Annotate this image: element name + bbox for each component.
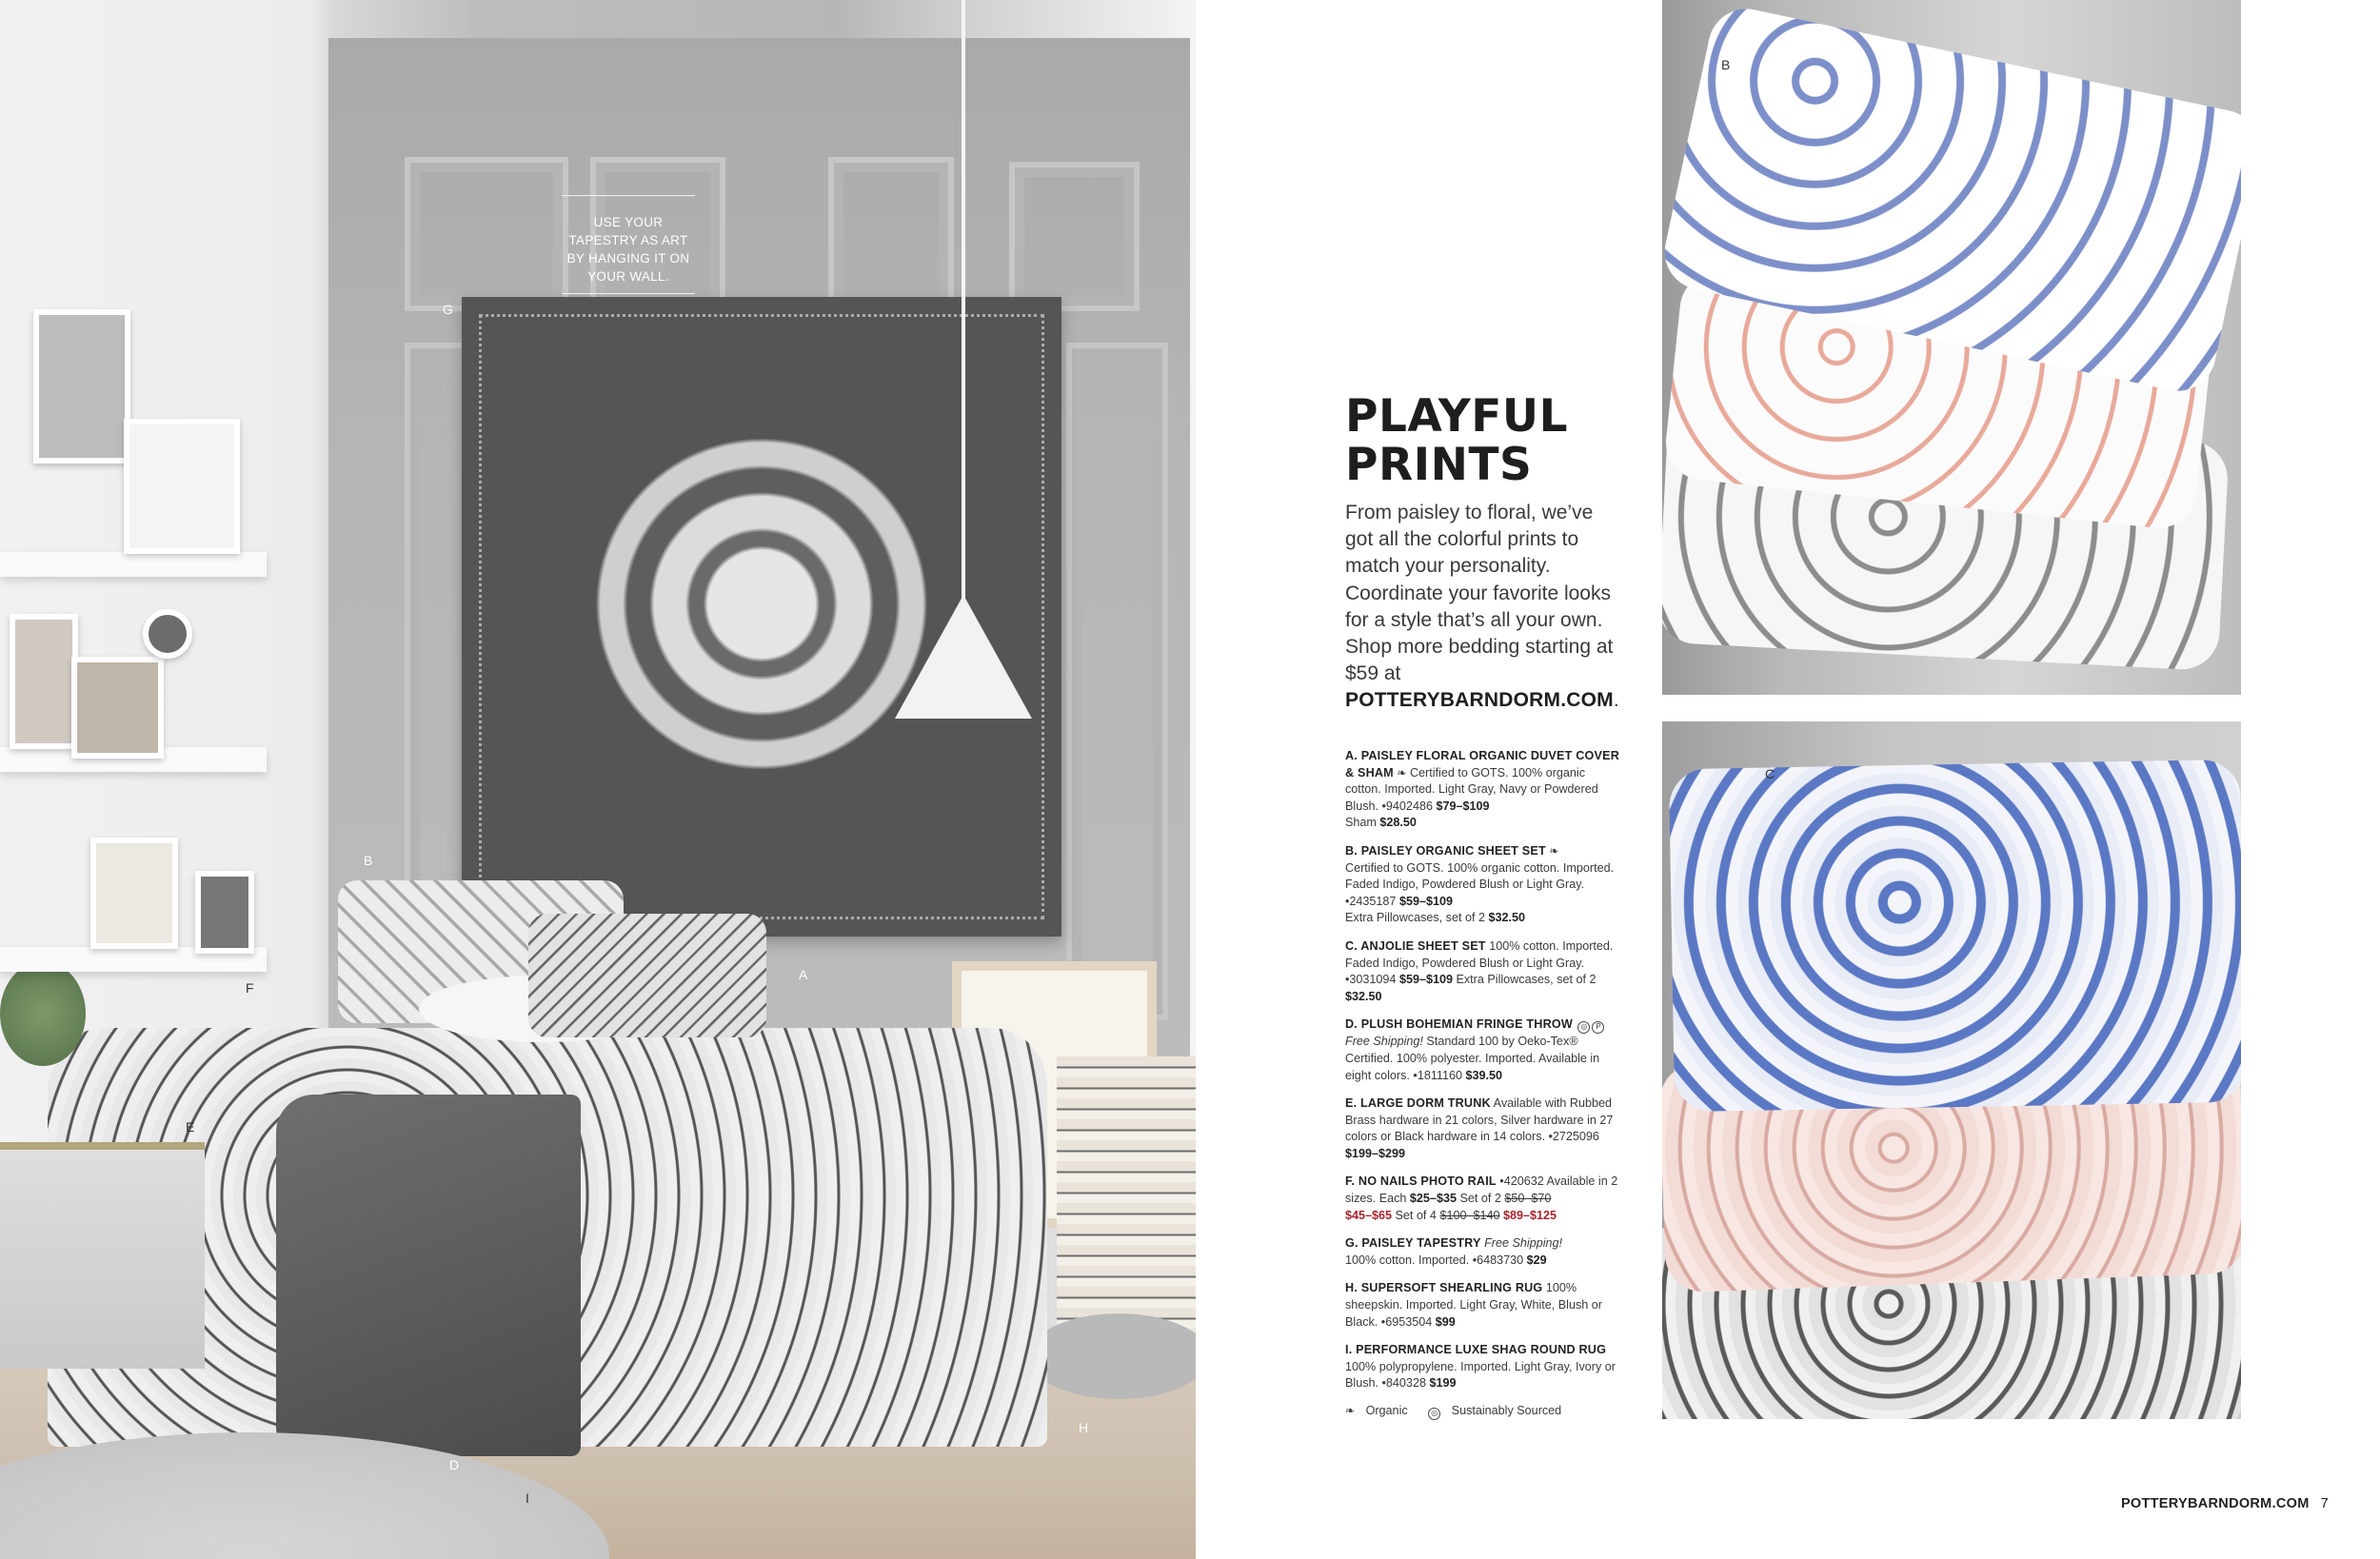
product-desc: Available in 2 sizes. <box>1345 1174 1618 1206</box>
pillow <box>528 914 766 1037</box>
set-of-2-was-price: $50–$70 <box>1504 1192 1552 1206</box>
intro-body: From paisley to floral, we’ve got all the colorful prints to match your personality. Coordinate your favorite looks for a style that’s all your own. Shop more bedding starting at $59 at <box>1345 502 1614 685</box>
product-sku: •3031094 <box>1345 973 1397 987</box>
product-name: D. PLUSH BOHEMIAN FRINGE THROW <box>1345 1017 1573 1032</box>
headline-line: PLAYFUL <box>1345 390 1569 443</box>
free-shipping: Free Shipping! <box>1484 1236 1563 1251</box>
globe-icon: ◎ <box>1428 1408 1440 1420</box>
product-name: B. PAISLEY ORGANIC SHEET SET <box>1345 843 1546 858</box>
product-sku: •2725096 <box>1548 1130 1599 1144</box>
product-desc: Certified to GOTS. 100% organic cotton. Imported. Faded Indigo, Powdered Blush or Light Gray. <box>1345 860 1615 892</box>
product-name: H. SUPERSOFT SHEARLING RUG <box>1345 1281 1543 1295</box>
product-price: $199–$299 <box>1345 1146 1406 1160</box>
headphones <box>143 609 192 659</box>
photo-rail <box>0 552 267 577</box>
magazine-stack <box>1057 1056 1196 1332</box>
set-of-4-sale-price: $89–$125 <box>1503 1208 1557 1222</box>
each-price: $25–$35 <box>1409 1192 1457 1206</box>
photo-tag-e: E <box>186 1119 195 1135</box>
product-g <box>1345 1235 1621 1269</box>
product-desc: 100% cotton. Imported. <box>1345 1253 1470 1267</box>
free-shipping: Free Shipping! <box>1345 1035 1423 1049</box>
product-price: $79–$109 <box>1436 799 1490 813</box>
product-f <box>1345 1174 1621 1224</box>
photo-tag-h: H <box>1079 1420 1089 1435</box>
product-name: C. ANJOLIE SHEET SET <box>1345 938 1486 953</box>
shearling-rug <box>1028 1313 1196 1399</box>
product-name: F. NO NAILS PHOTO RAIL <box>1345 1174 1497 1189</box>
wall-molding <box>828 157 954 311</box>
product-extra-price: $32.50 <box>1488 911 1526 925</box>
product-name: I. PERFORMANCE LUXE SHAG ROUND RUG <box>1345 1343 1607 1357</box>
pendant-lamp <box>895 595 1032 719</box>
framed-photo <box>90 838 178 949</box>
product-desc: Available with Rubbed Brass hardware in 21 colors, Silver hardware in 27 colors or Black hardware in 14 colors. <box>1345 1096 1614 1144</box>
product-sku: •9402486 <box>1381 799 1433 813</box>
framed-photo <box>71 657 164 759</box>
photo-tag-d: D <box>449 1457 460 1472</box>
product-price: $39.50 <box>1465 1068 1503 1082</box>
product-sku: •6483730 <box>1472 1253 1524 1267</box>
set-of-2-sale-price: $45–$65 <box>1345 1208 1393 1222</box>
product-a <box>1345 748 1621 832</box>
product-extra-price: $32.50 <box>1345 989 1382 1003</box>
symbol-legend <box>1345 1404 1577 1420</box>
photo-tag-c: C <box>1765 766 1775 781</box>
intro-end: . <box>1613 689 1619 712</box>
intro-paragraph <box>1345 500 1621 715</box>
product-desc: 100% polypropylene. Imported. Light Gray, Ivory or Blush. <box>1345 1359 1616 1391</box>
page-folio <box>2121 1496 2329 1511</box>
product-sku: •420632 <box>1499 1174 1544 1189</box>
dorm-trunk <box>0 1142 205 1369</box>
product-i <box>1345 1342 1621 1392</box>
photo-callout: USE YOUR TAPESTRY AS ART BY HANGING IT ON YOUR WALL. <box>562 195 695 294</box>
photo-tag-f: F <box>246 980 254 996</box>
framed-photo <box>33 309 130 464</box>
legend-organic-label: Organic <box>1365 1404 1408 1417</box>
page-number: 7 <box>2320 1496 2329 1511</box>
product-desc: Certified to GOTS. 100% organic cotton. Imported. Light Gray, Navy or Powdered Blush. <box>1345 765 1598 813</box>
intro-website[interactable]: POTTERYBARNDORM.COM <box>1345 689 1614 712</box>
product-sku: •1811160 <box>1413 1068 1462 1082</box>
product-sku: •6953504 <box>1380 1314 1433 1329</box>
set-of-4-label: Set of 4 <box>1395 1208 1437 1222</box>
set-of-2-label: Set of 2 <box>1459 1192 1501 1206</box>
fringe-throw <box>276 1095 581 1456</box>
framed-photo <box>124 419 240 554</box>
leaf-icon: ❧ <box>1397 765 1407 780</box>
product-extra: Extra Pillowcases, set of 2 <box>1456 973 1597 987</box>
wall-molding <box>1009 162 1140 311</box>
product-price: $199 <box>1429 1376 1457 1391</box>
leaf-icon: ❧ <box>1549 843 1559 858</box>
product-price: $99 <box>1435 1314 1456 1329</box>
leaf-icon: ❧ <box>1345 1404 1356 1417</box>
pendant-cord <box>962 0 965 600</box>
product-extra: Extra Pillowcases, set of 2 <box>1345 911 1485 925</box>
page-headline <box>1345 392 1631 489</box>
product-list <box>1345 748 1621 1404</box>
photo-tag-a: A <box>799 967 808 982</box>
wall-molding <box>1066 343 1168 1020</box>
product-desc: Standard 100 by Oeko-Tex® Certified. 100% polyester. Imported. Available in eight colors. <box>1345 1035 1600 1082</box>
product-price: $59–$109 <box>1398 894 1453 908</box>
pillow-indigo <box>1669 760 2241 1112</box>
photo-tag-b: B <box>1721 57 1731 72</box>
headline-line: PRINTS <box>1345 439 1533 491</box>
product-sku: •840328 <box>1381 1376 1426 1391</box>
sheet-set-c-photo <box>1662 721 2241 1419</box>
legend-organic <box>1345 1404 1416 1417</box>
framed-photo <box>10 614 78 749</box>
product-desc: 100% sheepskin. Imported. Light Gray, White, Blush or Black. <box>1345 1281 1602 1329</box>
product-e <box>1345 1095 1621 1162</box>
photo-tag-b: B <box>364 853 373 868</box>
product-name: A. PAISLEY FLORAL ORGANIC DUVET COVER & SHAM <box>1345 749 1619 780</box>
product-name: E. LARGE DORM TRUNK <box>1345 1096 1491 1111</box>
set-of-4-was-price: $100–$140 <box>1439 1208 1500 1222</box>
product-desc: 100% cotton. Imported. Faded Indigo, Powdered Blush or Light Gray. <box>1345 938 1614 970</box>
p-circle-icon: P <box>1592 1021 1604 1034</box>
product-price: $59–$109 <box>1398 973 1453 987</box>
wall-molding <box>405 157 568 311</box>
photo-tag-i: I <box>526 1490 529 1506</box>
product-extra: Sham <box>1345 816 1377 830</box>
product-extra-price: $28.50 <box>1379 816 1417 830</box>
product-d <box>1345 1016 1621 1084</box>
legend-sustainable <box>1426 1404 1569 1417</box>
framed-photo <box>195 871 254 954</box>
each-label: Each <box>1378 1192 1407 1206</box>
product-h <box>1345 1280 1621 1331</box>
folio-website[interactable]: POTTERYBARNDORM.COM <box>2120 1496 2310 1511</box>
product-sku: •2435187 <box>1345 894 1397 908</box>
product-name: G. PAISLEY TAPESTRY <box>1345 1236 1481 1251</box>
sheet-set-b-photo <box>1662 0 2241 695</box>
photo-tag-g: G <box>443 302 453 317</box>
product-price: $29 <box>1526 1253 1547 1267</box>
product-c <box>1345 938 1621 1005</box>
globe-icon: ◎ <box>1577 1021 1590 1034</box>
plant <box>0 961 86 1066</box>
legend-sustainable-label: Sustainably Sourced <box>1451 1404 1562 1417</box>
product-b <box>1345 843 1621 927</box>
